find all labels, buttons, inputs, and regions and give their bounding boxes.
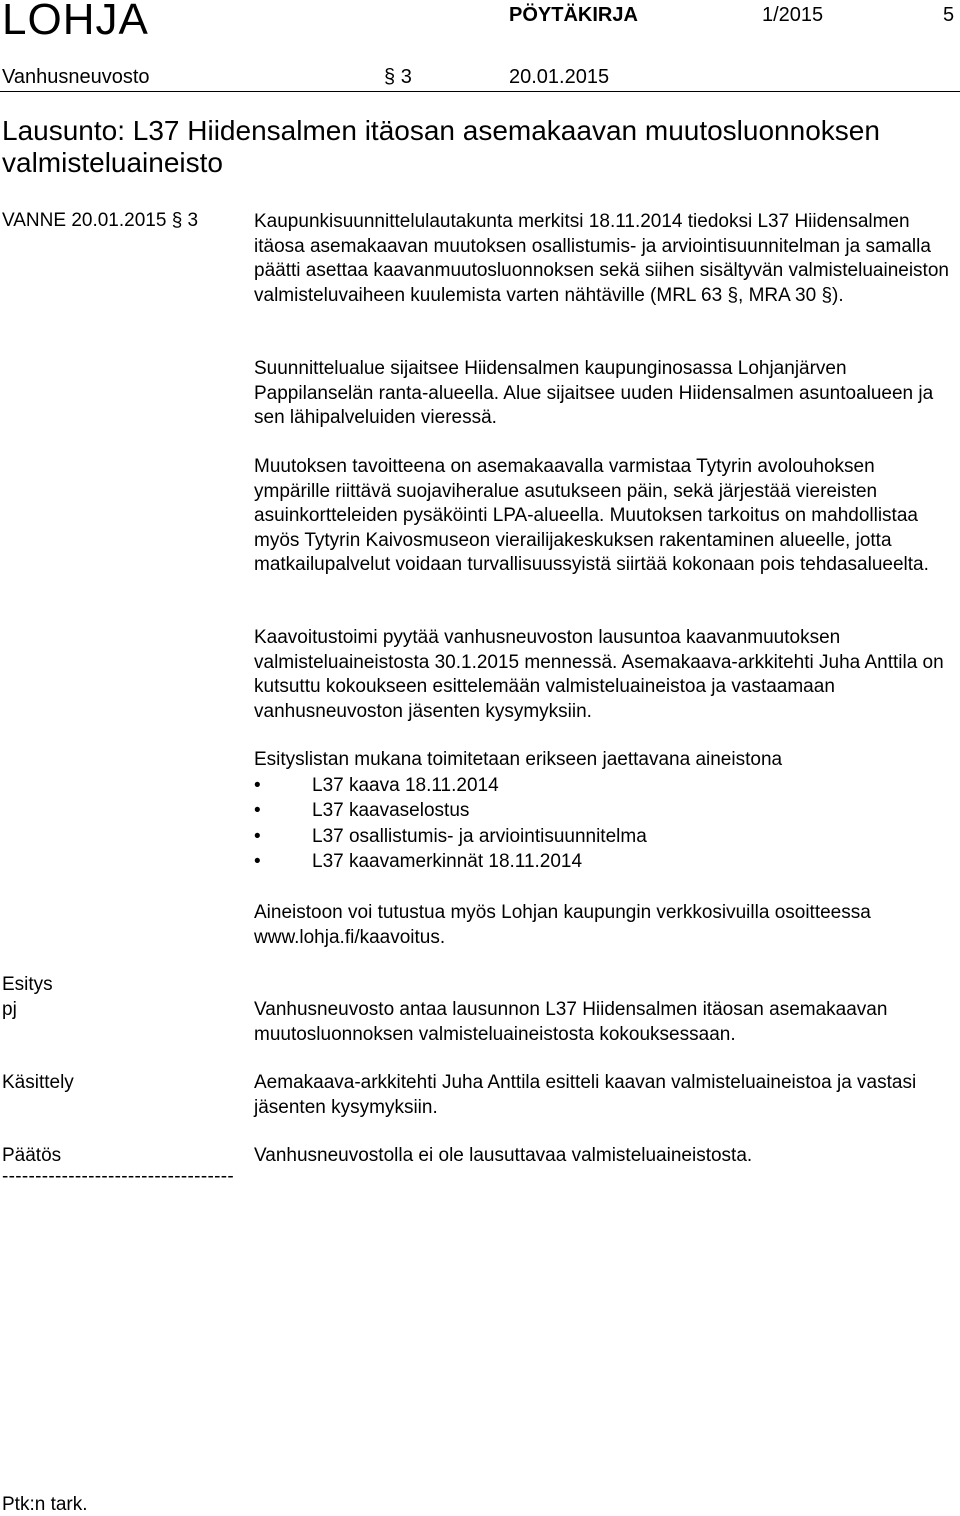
- document-number: 1/2015: [762, 4, 824, 26]
- page-title: Lausunto: L37 Hiidensalmen itäosan asemakaavan muutosluonnoksen valmisteluaineisto: [2, 115, 880, 178]
- paragraph-goals: Muutoksen tavoitteena on asemakaavalla varmistaa Tytyrin avolouhoksen ympärille riittävä suojaviheralue asutukseen päin, sekä järjestää viereisten asuinkortteleiden pysäköinti LPA-alueella. Muutoksen tarkoitus on mahdollistaa myös Tytyrin Kaivosmuseon vierailijakeskuksen rakentaminen alueelle, jotta matkailupalvelut voidaan turvallisuussyistä siirtää kokonaan pois tehdasalueelta.: [254, 456, 929, 575]
- materials-list: [254, 773, 954, 875]
- proposal-label: Esitys: [2, 974, 53, 995]
- proposal-text: Vanhusneuvosto antaa lausunnon L37 Hiidensalmen itäosan asemakaavan muutosluonnoksen valmisteluaineistosta kokouksessaan.: [254, 999, 888, 1045]
- minutes-check-label: Ptk:n tark.: [2, 1494, 88, 1515]
- page-number: 5: [943, 4, 955, 26]
- materials-intro: Esityslistan mukana toimitetaan erikseen jaettavana aineistona: [254, 749, 783, 770]
- header-divider: [0, 91, 960, 92]
- list-item: • L37 kaavaselostus: [254, 798, 954, 824]
- section-number: § 3: [384, 66, 412, 88]
- intro-text: Kaupunkisuunnittelulautakunta merkitsi 18.11.2014 tiedoksi L37 Hiidensalmen itäosa asemakaavan muutoksen osallistumis- ja arviointisuunnitelman ja samalla päätti asettaa kaavanmuutosluonnoksen sekä siihen sisältyvän valmisteluaineiston valmisteluvaiheen kuulemista varten nähtäville (MRL 63 §, MRA 30 §).: [254, 211, 949, 306]
- decision-label: Päätös: [2, 1145, 62, 1166]
- document-type: PÖYTÄKIRJA: [509, 4, 638, 26]
- lohja-logo: LOHJA: [2, 0, 149, 44]
- web-note: Aineistoon voi tutustua myös Lohjan kaupungin verkkosivuilla osoitteessa www.lohja.fi/kaavoitus.: [254, 902, 871, 948]
- intro-label: VANNE 20.01.2015 § 3: [2, 210, 199, 231]
- separator-line: -----------------------------------: [2, 1166, 234, 1187]
- materials-section: [254, 748, 954, 875]
- paragraph-area: Suunnittelualue sijaitsee Hiidensalmen kaupunginosassa Lohjanjärven Pappilanselän ranta-alueella. Alue sijaitsee uuden Hiidensalmen asuntoalueen ja sen lähipalveluiden vieressä.: [254, 358, 934, 428]
- presenter-label: pj: [2, 999, 17, 1020]
- meeting-date: 20.01.2015: [509, 66, 610, 88]
- handling-text: Aemakaava-arkkitehti Juha Anttila esitteli kaavan valmisteluaineistoa ja vastasi jäsenten kysymyksiin.: [254, 1072, 917, 1118]
- body-name: Vanhusneuvosto: [2, 66, 150, 88]
- list-item: • L37 osallistumis- ja arviointisuunnitelma: [254, 824, 954, 850]
- list-item: • L37 kaava 18.11.2014: [254, 773, 954, 799]
- list-item: • L37 kaavamerkinnät 18.11.2014: [254, 849, 954, 875]
- paragraph-request: Kaavoitustoimi pyytää vanhusneuvoston lausuntoa kaavanmuutoksen valmisteluaineistosta 30.1.2015 mennessä. Asemakaava-arkkitehti Juha Anttila on kutsuttu kokoukseen esittelemään valmisteluaineistoa ja vastaamaan vanhusneuvoston jäsenten kysymyksiin.: [254, 627, 944, 722]
- handling-label: Käsittely: [2, 1072, 74, 1093]
- decision-text: Vanhusneuvostolla ei ole lausuttavaa valmisteluaineistosta.: [254, 1145, 753, 1166]
